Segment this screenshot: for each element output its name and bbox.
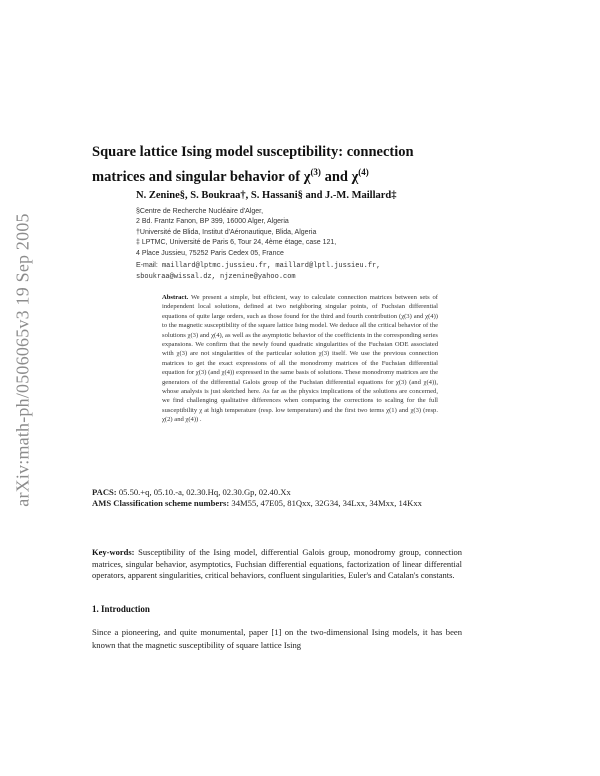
abstract: [162, 293, 438, 425]
title-line-2-part-a: matrices and singular behavior of χ: [92, 168, 311, 185]
pacs-values: 05.50.+q, 05.10.-a, 02.30.Hq, 02.30.Gp, 02.40.Xx: [116, 487, 291, 497]
title-line-1: Square lattice Ising model susceptibility: connection: [92, 144, 414, 160]
affiliations: [136, 207, 496, 259]
email-addresses-2: sboukraa@wissal.dz, njzenine@yahoo.com: [136, 272, 296, 281]
email-addresses-1: maillard@lptmc.jussieu.fr, maillard@lptl.jussieu.fr,: [161, 262, 381, 270]
affiliation-line: ‡ LPTMC, Université de Paris 6, Tour 24, 4ème étage, case 121,: [136, 239, 337, 247]
keywords-text: Susceptibility of the Ising model, differential Galois group, monodromy group, connection matrices, singular behavior, asymptotics, Fuchsian differential equations, factorization of linear differential operators, apparent singularities, critical behaviors, confluent singularities, Euler's and Catalan's constants.: [92, 547, 462, 581]
affiliation-line: 4 Place Jussieu, 75252 Paris Cedex 05, France: [136, 249, 284, 257]
keywords-label: Key-words:: [92, 547, 135, 557]
keywords: [92, 547, 462, 582]
arxiv-sidebar-stamp: [8, 195, 38, 525]
arxiv-id: arXiv:math-ph/0506065v3 19 Sep 2005: [12, 213, 33, 507]
abstract-heading: Abstract.: [162, 294, 189, 301]
paper-title: [92, 142, 472, 187]
pacs-codes: [92, 487, 492, 498]
affiliation-line: †Université de Blida, Institut d'Aéronautique, Blida, Algeria: [136, 228, 317, 236]
affiliation-line: 2 Bd. Frantz Fanon, BP 399, 16000 Alger, Algeria: [136, 218, 289, 226]
introduction-paragraph: Since a pioneering, and quite monumental, paper [1] on the two-dimensional Ising models, it has been known that the magnetic susceptibility of square lattice Ising: [92, 627, 462, 651]
email-block: [136, 261, 516, 282]
email-line-1: [136, 261, 516, 272]
affiliation-line: §Centre de Recherche Nucléaire d'Alger,: [136, 208, 264, 215]
ams-label: AMS Classification scheme numbers:: [92, 498, 230, 508]
title-line-2: [92, 162, 472, 187]
pacs-label: PACS:: [92, 487, 117, 497]
author-list: N. Zenine§, S. Boukraa†, S. Hassani§ and J.-M. Maillard‡: [136, 190, 397, 201]
title-sup-3: (3): [310, 167, 321, 177]
ams-classification: [92, 498, 477, 509]
section-heading-introduction: 1. Introduction: [92, 604, 150, 614]
abstract-text: We present a simple, but efficient, way to calculate connection matrices between sets of independent local solutions, defined at two neighboring singular points, of Fuchsian differential equations of quite large orders, such as those found for the third and fourth contribution (χ(3) and χ(4)) to the magnetic susceptibility of the square lattice Ising model. We deduce all the critical behavior of the solutions χ(3) and χ(4), as well as the asymptotic behavior of the coefficients in the corresponding series expansions. We confirm that the newly found quadratic singularities of the Fuchsian ODE associated with χ(3) are not singularities of the particular solution χ(3) itself. We use the previous connection matrices to get the exact expressions of all the monodromy matrices of the Fuchsian differential equation for χ(3) (and χ(4)) expressed in the same basis of solutions. These monodromy matrices are the generators of the differential Galois group of the Fuchsian differential equations for χ(3) (and χ(4)), whose analysis is just sketched here. As far as the physics implications of the solutions are concerned, we find challenging qualitative differences when comparing the corrections to scaling for the full susceptibility χ at high temperature (resp. low temperature) and the first two terms χ(1) and χ(3) (resp. χ(2) and χ(4)) .: [162, 294, 439, 424]
title-sup-4: (4): [358, 167, 369, 177]
ams-values: 34M55, 47E05, 81Qxx, 32G34, 34Lxx, 34Mxx, 14Kxx: [229, 498, 422, 508]
email-label: E-mail:: [136, 262, 158, 269]
title-line-2-part-b: and χ: [320, 168, 359, 185]
